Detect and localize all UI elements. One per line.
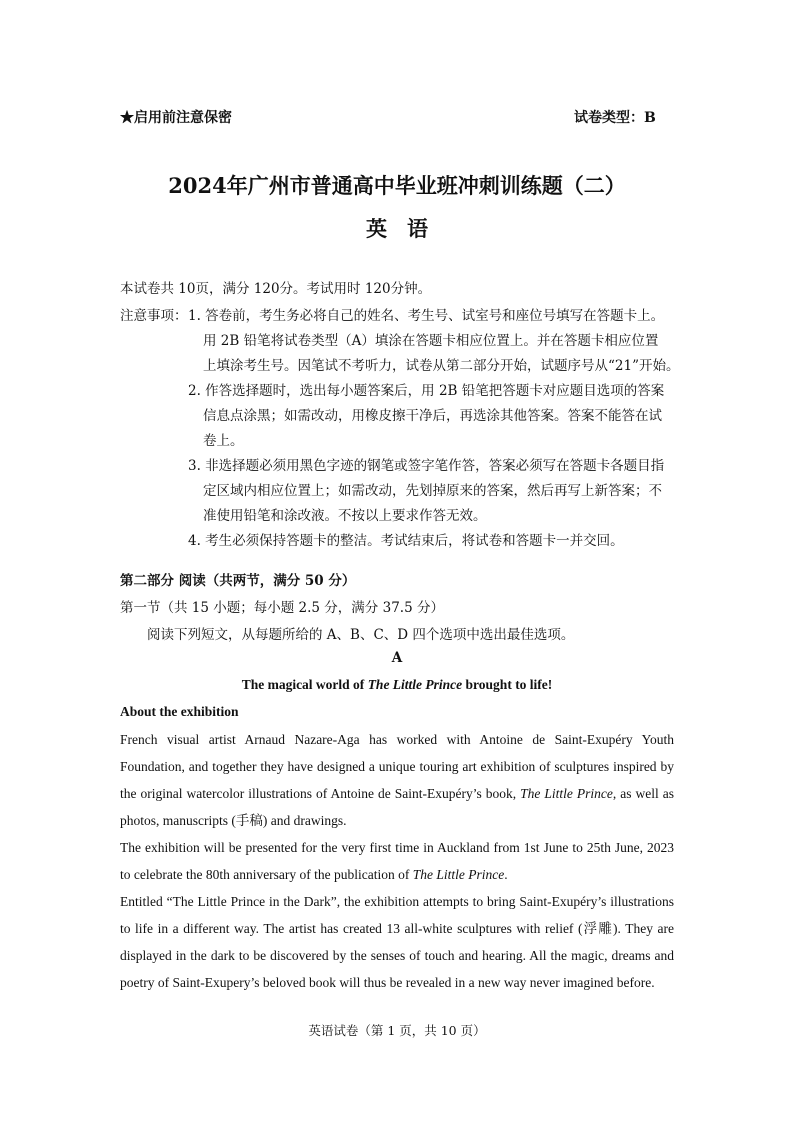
exam-subject: 英语: [366, 216, 448, 241]
confidential-notice: ★启用前注意保密: [120, 110, 232, 126]
note-line: 2. 作答选择题时，选出每小题答案后，用 2B 铅笔把答题卡对应题目选项的答案: [188, 383, 665, 399]
note-line: 卷上。: [203, 433, 244, 449]
paper-type: 试卷类型：B: [574, 110, 656, 126]
exam-info: 本试卷共 10页，满分 120分。考试用时 120分钟。: [120, 281, 432, 297]
note-line: 用 2B 铅笔将试卷类型（A）填涂在答题卡相应位置上。并在答题卡相应位置: [203, 333, 659, 349]
passage-heading: About the exhibition: [120, 704, 239, 719]
passage-paragraph: French visual artist Arnaud Nazare-Aga has worked with Antoine de Saint-Exupéry Youth Foundation, and together they have designed a unique touring art exhibition of sculptures inspired by the original watercolor illustrations of Antoine de Saint-Exupéry’s book, The Little Prince, as well as photos, manuscripts (手稿) and drawings.: [120, 732, 675, 828]
note-line: 1. 答卷前，考生务必将自己的姓名、考生号、试室号和座位号填写在答题卡上。: [188, 308, 665, 324]
note-line: 4. 考生必须保持答题卡的整洁。考试结束后，将试卷和答题卡一并交回。: [188, 533, 624, 549]
page-footer: 英语试卷（第 1 页，共 10 页）: [308, 1023, 486, 1038]
passage-title: The magical world of The Little Prince brought to life!: [241, 677, 553, 692]
passage-paragraph: The exhibition will be presented for the very first time in Auckland from 1st June to 25th June, 2023 to celebrate the 80th anniversary of the publication of The Little Prince.: [120, 840, 674, 882]
note-line: 3. 非选择题必须用黑色字迹的钢笔或签字笔作答，答案必须写在答题卡各题目指: [188, 458, 665, 474]
note-line: 定区域内相应位置上；如需改动，先划掉原来的答案，然后再写上新答案；不: [203, 483, 662, 499]
section-instruction: 阅读下列短文，从每题所给的 A、B、C、D 四个选项中选出最佳选项。: [147, 627, 575, 643]
section-title: 第一节（共 15 小题；每小题 2.5 分，满分 37.5 分）: [120, 600, 444, 616]
part-title: 第二部分 阅读（共两节，满分 50 分）: [120, 573, 356, 589]
note-line: 信息点涂黑；如需改动，用橡皮擦干净后，再选涂其他答案。答案不能答在试: [203, 408, 662, 424]
note-line: 准使用铅笔和涂改液。不按以上要求作答无效。: [203, 508, 487, 524]
notes-label: 注意事项：: [120, 308, 188, 324]
passage-paragraph: Entitled “The Little Prince in the Dark”, the exhibition attempts to bring Saint-Exupéry’s illustrations to life in a different way. The artist has created 13 all-white sculptures with relief (浮雕). They are displayed in the dark to be discovered by the senses of touch and hearing. All the magic, dreams and poetry of Saint-Exupery’s beloved book will thus be revealed in a new way never imagined before.: [120, 894, 674, 990]
passage-letter: A: [391, 650, 403, 666]
note-line: 上填涂考生号。因笔试不考听力，试卷从第二部分开始，试题序号从“21”开始。: [203, 358, 680, 374]
exam-title: 2024年广州市普通高中毕业班冲刺训练题（二）: [168, 173, 626, 198]
